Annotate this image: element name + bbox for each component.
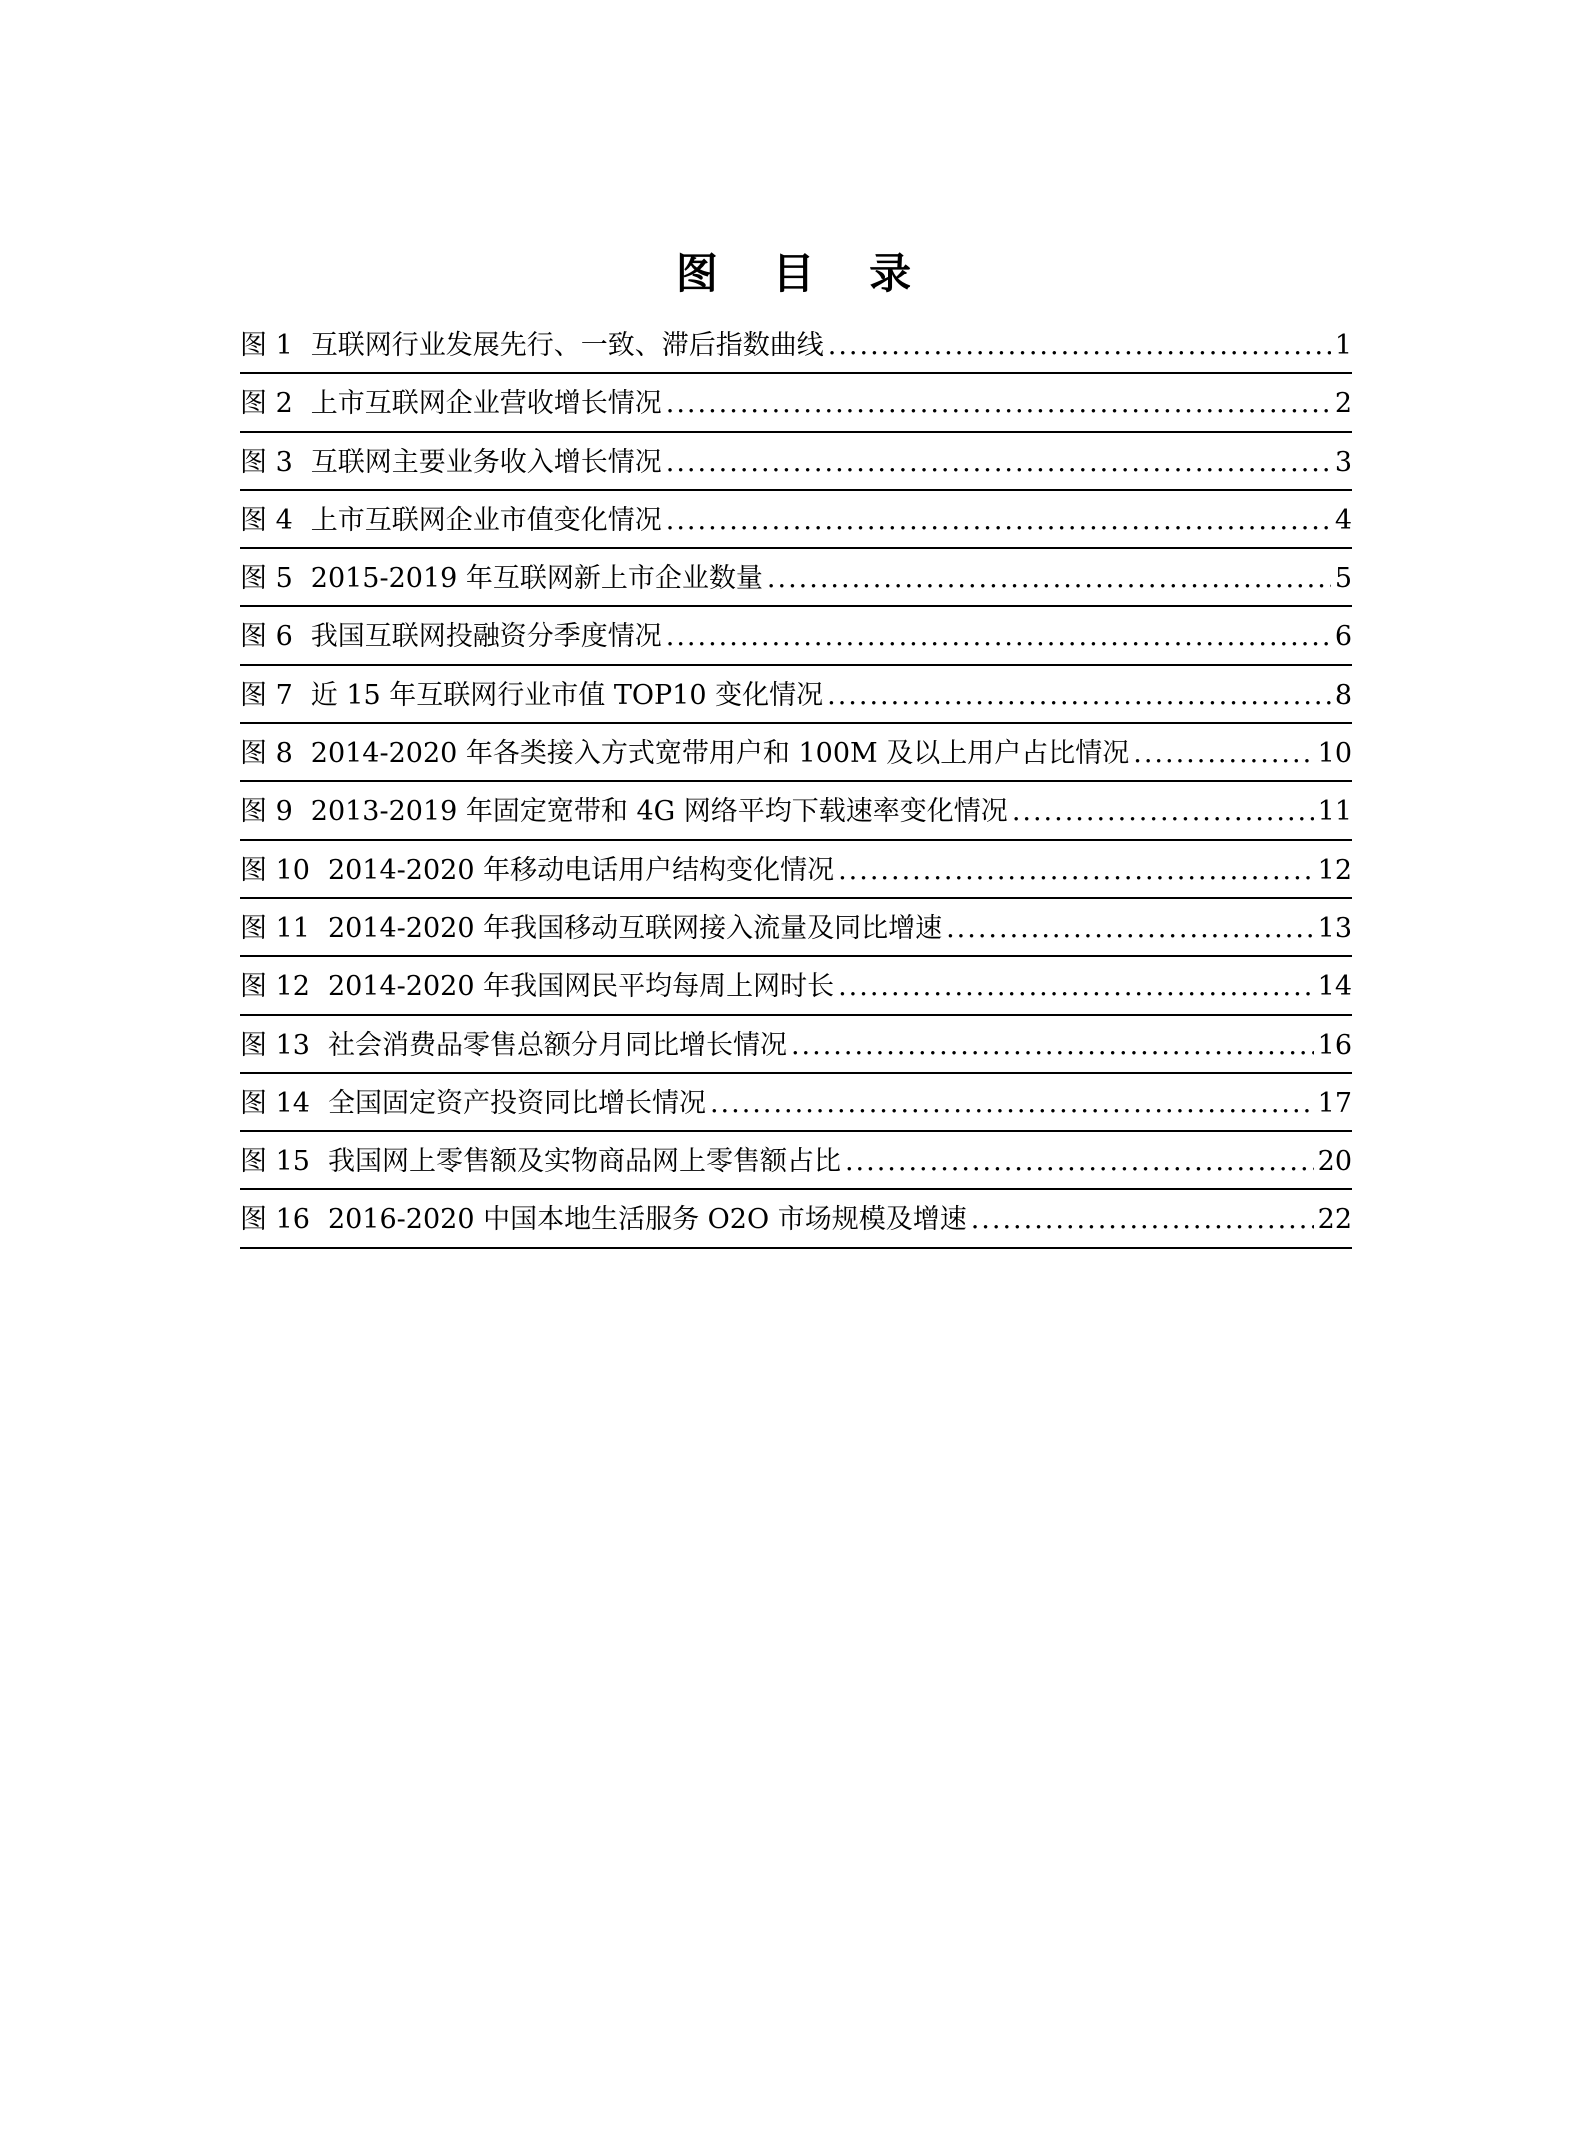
toc-entry-page: 17: [1317, 1087, 1352, 1119]
page-title: 图 目 录: [675, 249, 932, 298]
toc-entry-title: 上市互联网企业营收增长情况: [310, 388, 662, 420]
dot-leader: [827, 674, 1331, 718]
dot-leader: [838, 849, 1314, 893]
toc-entry-page: 6: [1334, 621, 1352, 653]
toc-entry-number: 图 14: [240, 1087, 310, 1119]
toc-entry-number: 图 10: [240, 854, 310, 886]
toc-entry-title: 互联网行业发展先行、一致、滞后指数曲线: [310, 330, 824, 361]
toc-entry-number: 图 3: [240, 446, 293, 478]
toc-entry-10[interactable]: [240, 841, 1352, 899]
toc-entry-number: 图 16: [240, 1204, 310, 1236]
dot-leader: [666, 441, 1331, 485]
dot-leader: [971, 1198, 1314, 1242]
figure-toc: [240, 316, 1352, 1249]
toc-entry-title: 我国互联网投融资分季度情况: [310, 621, 662, 653]
toc-entry-page: 14: [1317, 971, 1352, 1003]
dot-leader: [666, 382, 1331, 426]
dot-leader: [828, 324, 1331, 368]
toc-entry-number: 图 8: [240, 738, 293, 770]
toc-entry-page: 10: [1317, 738, 1352, 770]
dot-leader: [838, 965, 1314, 1009]
toc-entry-number: 图 1: [240, 330, 293, 361]
toc-entry-1[interactable]: [240, 316, 1352, 374]
toc-entry-title: 2014-2020 年我国移动互联网接入流量及同比增速: [327, 912, 943, 944]
toc-entry-6[interactable]: [240, 607, 1352, 665]
toc-entry-title: 上市互联网企业市值变化情况: [310, 504, 662, 536]
toc-entry-number: 图 4: [240, 504, 293, 536]
dot-leader: [767, 557, 1331, 601]
toc-entry-7[interactable]: [240, 666, 1352, 724]
toc-entry-title: 互联网主要业务收入增长情况: [310, 446, 662, 478]
toc-entry-page: 8: [1334, 679, 1352, 711]
toc-entry-page: 16: [1317, 1029, 1352, 1061]
toc-entry-page: 1: [1334, 330, 1352, 361]
toc-entry-number: 图 13: [240, 1029, 310, 1061]
toc-entry-page: 3: [1334, 446, 1352, 478]
toc-entry-page: 22: [1317, 1204, 1352, 1236]
toc-entry-title: 我国网上零售额及实物商品网上零售额占比: [327, 1146, 841, 1178]
dot-leader: [791, 1024, 1314, 1068]
toc-entry-number: 图 5: [240, 563, 293, 595]
toc-entry-title: 社会消费品零售总额分月同比增长情况: [327, 1029, 787, 1061]
toc-entry-page: 2: [1334, 388, 1352, 420]
toc-entry-title: 2016-2020 中国本地生活服务 O2O 市场规模及增速: [327, 1204, 967, 1236]
toc-entry-13[interactable]: [240, 1016, 1352, 1074]
toc-entry-title: 近 15 年互联网行业市值 TOP10 变化情况: [310, 679, 824, 711]
dot-leader: [666, 499, 1331, 543]
toc-entry-title: 2014-2020 年移动电话用户结构变化情况: [327, 854, 835, 886]
dot-leader: [666, 615, 1331, 659]
toc-entry-3[interactable]: [240, 433, 1352, 491]
toc-entry-8[interactable]: [240, 724, 1352, 782]
toc-entry-page: 11: [1317, 796, 1352, 828]
toc-entry-number: 图 12: [240, 971, 310, 1003]
toc-entry-page: 20: [1317, 1146, 1352, 1178]
toc-entry-page: 5: [1334, 563, 1352, 595]
toc-entry-number: 图 11: [240, 912, 310, 944]
toc-entry-number: 图 9: [240, 796, 293, 828]
toc-entry-12[interactable]: [240, 957, 1352, 1015]
dot-leader: [946, 907, 1314, 951]
toc-entry-14[interactable]: [240, 1074, 1352, 1132]
toc-entry-9[interactable]: [240, 782, 1352, 840]
toc-entry-5[interactable]: [240, 549, 1352, 607]
toc-entry-15[interactable]: [240, 1132, 1352, 1190]
toc-entry-11[interactable]: [240, 899, 1352, 957]
dot-leader: [710, 1082, 1314, 1126]
toc-entry-16[interactable]: [240, 1190, 1352, 1248]
toc-entry-title: 2013-2019 年固定宽带和 4G 网络平均下载速率变化情况: [310, 796, 1008, 828]
dot-leader: [1012, 790, 1314, 834]
toc-entry-title: 全国固定资产投资同比增长情况: [327, 1087, 706, 1119]
toc-entry-page: 13: [1317, 912, 1352, 944]
toc-entry-4[interactable]: [240, 491, 1352, 549]
toc-entry-number: 图 2: [240, 388, 293, 420]
toc-entry-title: 2015-2019 年互联网新上市企业数量: [310, 563, 763, 595]
dot-leader: [1133, 732, 1313, 776]
toc-entry-number: 图 6: [240, 621, 293, 653]
toc-entry-2[interactable]: [240, 374, 1352, 432]
dot-leader: [845, 1140, 1314, 1184]
toc-entry-title: 2014-2020 年我国网民平均每周上网时长: [327, 971, 835, 1003]
toc-entry-number: 图 15: [240, 1146, 310, 1178]
toc-entry-page: 12: [1317, 854, 1352, 886]
toc-entry-title: 2014-2020 年各类接入方式宽带用户和 100M 及以上用户占比情况: [310, 738, 1130, 770]
toc-entry-number: 图 7: [240, 679, 293, 711]
toc-entry-page: 4: [1334, 504, 1352, 536]
